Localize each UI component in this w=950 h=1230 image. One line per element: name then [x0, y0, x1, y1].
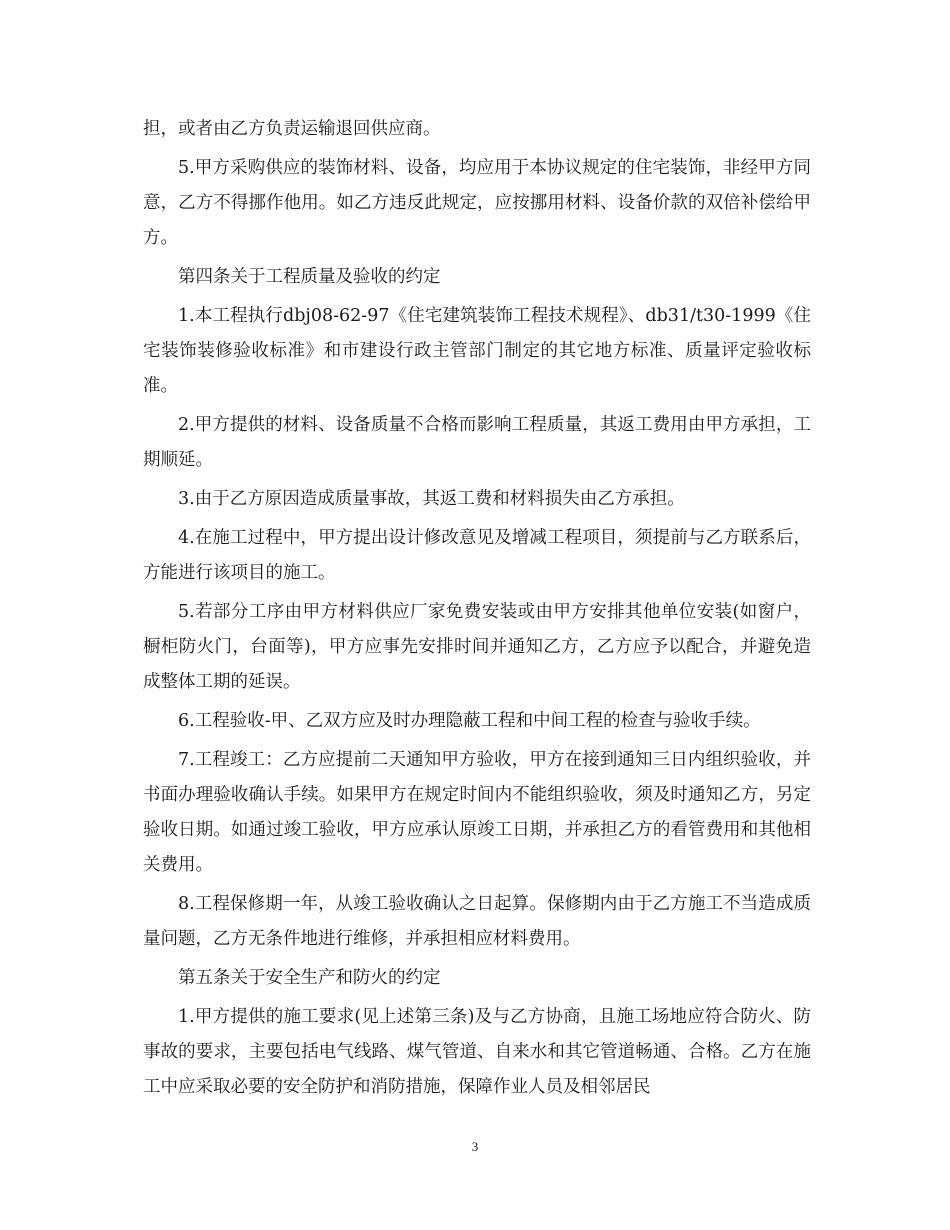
- paragraph-4: 2.甲方提供的材料、设备质量不合格而影响工程质量，其返工费用由甲方承担，工期顺延。: [143, 415, 811, 470]
- page-number: 3: [471, 1139, 479, 1154]
- paragraph-3: 1.本工程执行dbj08-62-97《住宅建筑装饰工程技术规程》、db31/t30-1999《住宅装饰装修验收标准》和市建设行政主管部门制定的其它地方标准、质量评定验收标准。: [143, 306, 811, 396]
- paragraph-5: 3.由于乙方原因造成质量事故，其返工费和材料损失由乙方承担。: [178, 489, 685, 509]
- paragraph-9: 7.工程竣工：乙方应提前二天通知甲方验收，甲方在接到通知三日内组织验收，并书面办理验收确认手续。如果甲方在规定时间内不能组织验收，须及时通知乙方，另定验收日期。如通过竣工验收，甲方应承认原竣工日期，并承担乙方的看管费用和其他相关费用。: [143, 750, 811, 875]
- paragraph-12: 1.甲方提供的施工要求(见上述第三条)及与乙方协商，且施工场地应符合防火、防事故的要求，主要包括电气线路、煤气管道、自来水和其它管道畅通、合格。乙方在施工中应采取必要的安全防护和消防措施，保障作业人员及相邻居民: [143, 1007, 811, 1097]
- paragraph-10: 8.工程保修期一年，从竣工验收确认之日起算。保修期内由于乙方施工不当造成质量问题，乙方无条件地进行维修，并承担相应材料费用。: [143, 894, 811, 949]
- paragraph-8: 6.工程验收-甲、乙双方应及时办理隐蔽工程和中间工程的检查与验收手续。: [178, 711, 761, 731]
- section-heading-4: 第四条关于工程质量及验收的约定: [178, 267, 441, 287]
- paragraph-7: 5.若部分工序由甲方材料供应厂家免费安装或由甲方安排其他单位安装(如窗户，橱柜防火门，台面等)，甲方应事先安排时间并通知乙方，乙方应予以配合，并避免造成整体工期的延误。: [143, 602, 811, 692]
- section-heading-5: 第五条关于安全生产和防火的约定: [178, 968, 441, 988]
- paragraph-1: 5.甲方采购供应的装饰材料、设备，均应用于本协议规定的住宅装饰，非经甲方同意，乙方不得挪作他用。如乙方违反此规定，应按挪用材料、设备价款的双倍补偿给甲方。: [143, 158, 811, 248]
- document-body: [143, 112, 811, 1105]
- paragraph-6: 4.在施工过程中，甲方提出设计修改意见及增减工程项目，须提前与乙方联系后，方能进行该项目的施工。: [143, 528, 811, 583]
- paragraph-0: 担，或者由乙方负责运输退回供应商。: [143, 119, 441, 139]
